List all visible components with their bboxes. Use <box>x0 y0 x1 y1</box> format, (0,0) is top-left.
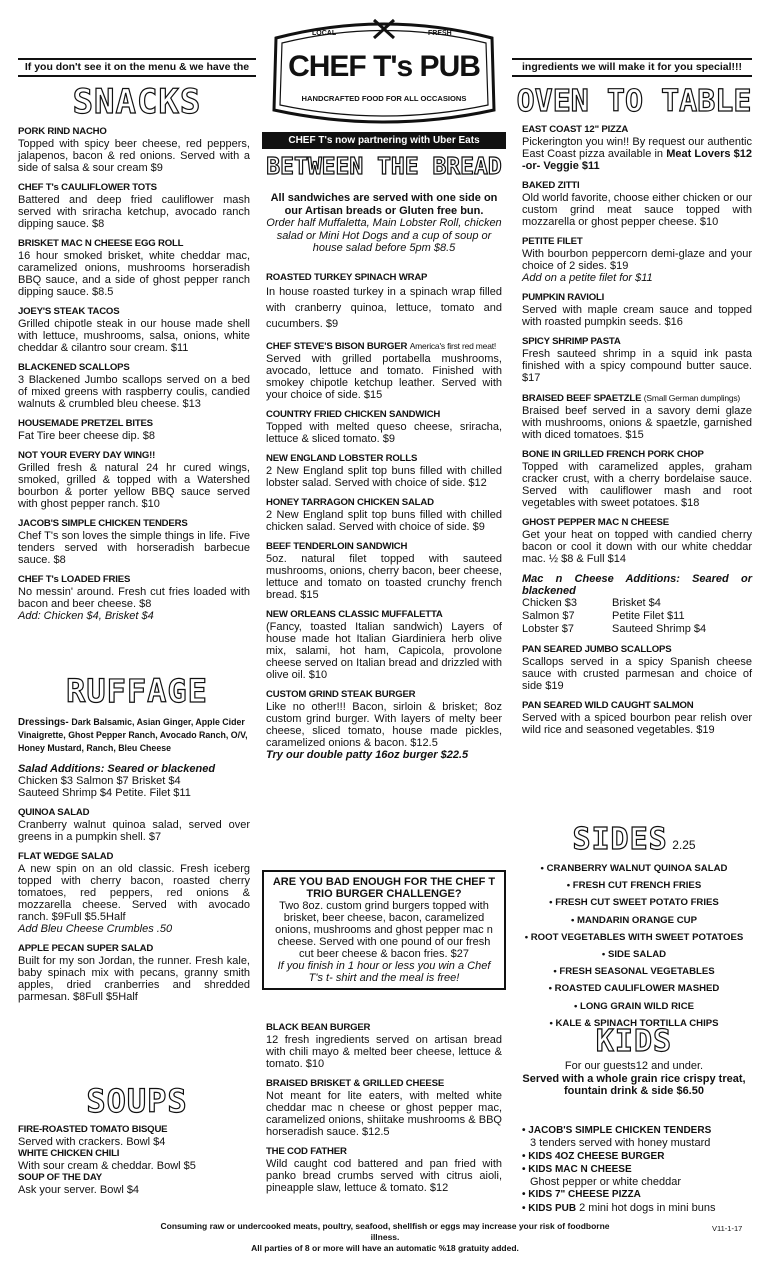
menu-item: BRAISED BEEF SPAETZLE (Small German dumplings) Braised beef served in a savory demi glaze with mushrooms, onions & spaetzle, garnished with diced tomatoes. $15 <box>522 393 752 441</box>
oven-title: OVEN TO TABLE <box>516 84 752 119</box>
soups-title: SOUPS <box>86 1082 188 1120</box>
sides-price: 2.25 <box>672 838 696 852</box>
snacks-title: SNACKS <box>72 82 202 122</box>
uber-banner: CHEF T's now partnering with Uber Eats <box>262 132 506 149</box>
menu-item: BLACK BEAN BURGER 12 fresh ingredients served on artisan bread with chili mayo & melted beer cheese, lettuce & tomato. $10 <box>266 1022 502 1070</box>
menu-item: JACOB'S SIMPLE CHICKEN TENDERS Chef T's son loves the simple things in life. Five tenders served with horseradish barbecue sauce. $8 <box>18 518 250 566</box>
menu-item: • KIDS 7" CHEESE PIZZA <box>522 1189 641 1201</box>
logo-tagline: HANDCRAFTED FOOD FOR ALL OCCASIONS <box>301 94 467 103</box>
menu-item: PETITE FILET With bourbon peppercorn demi-glaze and your choice of 2 sides. $19 Add on a petite filet for $11 <box>522 236 752 284</box>
menu-item: FIRE-ROASTED TOMATO BISQUE Served with crackers. Bowl $4 <box>18 1124 168 1148</box>
banner-left: If you don't see it on the menu & we have the <box>18 58 256 77</box>
snacks-list <box>18 126 250 630</box>
bread-list <box>266 272 502 769</box>
menu-item: CHEF T's CAULIFLOWER TOTS Battered and deep fried cauliflower mash served with sriracha ketchup, avocado ranch dipping sauce. $8 <box>18 182 250 230</box>
menu-item: BRAISED BRISKET & GRILLED CHEESE Not meant for lite eaters, with melted white cheddar mac n cheese or ghost pepper mac, caramelized onions, shiitake mushrooms & BBQ horseradish sauce. $12.5 <box>266 1078 502 1138</box>
logo-fresh: FRESH <box>428 30 452 37</box>
menu-item: • JACOB'S SIMPLE CHICKEN TENDERS 3 tenders served with honey mustard <box>522 1125 712 1150</box>
menu-item: BRISKET MAC N CHEESE EGG ROLL 16 hour smoked brisket, white cheddar mac, caramelized onions, mushrooms horseradish BBQ sauce, and a side of ghost pepper ranch dipping sauce. $8.5 <box>18 238 250 298</box>
menu-item: PUMPKIN RAVIOLI Served with maple cream sauce and topped with roasted pumpkin seeds. $16 <box>522 292 752 328</box>
menu-item: NEW ENGLAND LOBSTER ROLLS 2 New England split top buns filled with chilled lobster salad. Served with choice of side. $12 <box>266 453 502 489</box>
sides-title: SIDES <box>572 822 668 857</box>
menu-item: QUINOA SALAD Cranberry walnut quinoa salad, served over greens in a pumpkin shell. $7 <box>18 807 250 843</box>
menu-item: JOEY'S STEAK TACOS Grilled chipotle steak in our house made shell with lettuce, mushrooms, salsa, onions, white cheddar & cilantro sour cream. $11 <box>18 306 250 354</box>
footer: Consuming raw or undercooked meats, poultry, seafood, shellfish or eggs may increase your risk of foodborne illness. All parties of 8 or more will have an automatic %18 gratuity added. <box>160 1221 610 1253</box>
sides-list: • CRANBERRY WALNUT QUINOA SALAD • FRESH CUT FRENCH FRIES • FRESH CUT SWEET POTATO FRIES • MANDARIN ORANGE CUP • ROOT VEGETABLES WITH SWEET POTATOES • SIDE SALAD • FRESH SEASONAL VEGETABLES • ROASTED CAULIFLOWER MASHED • LONG GRAIN WILD RICE • KALE & SPINACH TORTILLA CHIPS <box>524 863 744 1029</box>
menu-item: BLACKENED SCALLOPS 3 Blackened Jumbo scallops served on a bed of mixed greens with raspberry coulis, candied walnuts & crumbled bleu cheese. $13 <box>18 362 250 410</box>
kids-list <box>522 1124 752 1215</box>
logo <box>262 16 506 126</box>
menu-item: APPLE PECAN SUPER SALAD Built for my son Jordan, the runner. Fresh kale, baby spinach mix with pecans, granny smith apples, dried cranberries and shredded parmesan. $8Full $5Half <box>18 943 250 1003</box>
bread-list-2 <box>266 1022 502 1202</box>
menu-item: WHITE CHICKEN CHILI With sour cream & cheddar. Bowl $5 <box>18 1148 196 1172</box>
menu-item: HOUSEMADE PRETZEL BITES Fat Tire beer cheese dip. $8 <box>18 418 155 442</box>
menu-item: SPICY SHRIMP PASTA Fresh sauteed shrimp in a squid ink pasta finished with a spicy compound butter sauce. $17 <box>522 336 752 384</box>
menu-item: • KIDS 4OZ CHEESE BURGER <box>522 1150 665 1162</box>
ruffage-section <box>18 716 250 1011</box>
soups-list <box>18 1124 250 1196</box>
menu-item: BONE IN GRILLED FRENCH PORK CHOP Topped with caramelized apples, graham cracker crust, with a cherry bordelaise sauce. Served with cauliflower mash and root vegetables with sweet potatoes. $18 <box>522 449 752 509</box>
menu-item: FLAT WEDGE SALAD A new spin on an old classic. Fresh iceberg topped with cherry bacon, roasted cherry tomatoes, red peppers, red onions & mozzarella cheese. Served with avocado ranch. $9Full $5.5Half Add Bleu Cheese Crumbles .50 <box>18 851 250 935</box>
menu-item: CHEF T's LOADED FRIES No messin' around. Fresh cut fries loaded with bacon and beer cheese. $8 Add: Chicken $4, Brisket $4 <box>18 574 250 622</box>
oven-list <box>522 124 752 744</box>
logo-local: LOCAL <box>312 30 337 37</box>
menu-item: BAKED ZITTI Old world favorite, choose either chicken or our custom grind meat sauce topped with mozzarella or ghost pepper cheese. $10 <box>522 180 752 228</box>
menu-item: COUNTRY FRIED CHICKEN SANDWICH Topped with melted queso cheese, sriracha, lettuce & sliced tomato. $9 <box>266 409 502 445</box>
ruffage-title: RUFFAGE <box>66 672 208 710</box>
menu-item: BEEF TENDERLOIN SANDWICH 5oz. natural filet topped with sauteed mushrooms, onions, cherry bacon, beer cheese, lettuce and tomato on toasted crunchy french bread. $15 <box>266 541 502 601</box>
menu-item: ROASTED TURKEY SPINACH WRAP In house roasted turkey in a spinach wrap filled with cranberry quinoa, lettuce, tomato and cucumbers. $9 <box>266 272 502 330</box>
menu-item: • KIDS PUB 2 mini hot dogs in mini buns <box>522 1201 716 1214</box>
menu-item: • KIDS MAC N CHEESE Ghost pepper or white cheddar <box>522 1163 682 1189</box>
menu-item: PORK RIND NACHO Topped with spicy beer cheese, red peppers, jalapenos, bacon & red onions. Served with a side of salsa & sour cream $9 <box>18 126 250 174</box>
menu-item: CHEF STEVE'S BISON BURGER America's first red meat! Served with grilled portabella mushrooms, avocado, lettuce and tomato. Finished with smokey chipotle ketchup leather. Served with your choice of side. $15 <box>266 341 502 401</box>
menu-item: CUSTOM GRIND STEAK BURGER Like no other!!! Bacon, sirloin & brisket; 8oz custom grind burger. With layers of melty beer cheese, sliced tomato, house made pickles, caramelized onions & bacon. $12.5 Try our double patty 16oz burger $22.5 <box>266 689 502 761</box>
menu-item: HONEY TARRAGON CHICKEN SALAD 2 New England split top buns filled with chilled chicken salad. Served with choice of side. $9 <box>266 497 502 533</box>
bread-title: BETWEEN THE BREAD <box>266 154 502 180</box>
menu-item: NOT YOUR EVERY DAY WING!! Grilled fresh & natural 24 hr cured wings, smoked, grilled & topped with a Watershed bourbon & porter yellow BBQ sauce served with ghost pepper ranch. $10 <box>18 450 250 510</box>
banner-right: ingredients we will make it for you special!!! <box>512 58 752 77</box>
menu-item: GHOST PEPPER MAC N CHEESE Get your heat on topped with candied cherry bacon or cool it down with our white cheddar mac. ½ $8 & Full $14 <box>522 517 752 565</box>
menu-item: EAST COAST 12" PIZZA Pickerington you win!! By request our authentic East Coast pizza available in Meat Lovers $12 -or- Veggie $11 <box>522 124 752 172</box>
kids-title: KIDS <box>595 1024 673 1059</box>
sides-header <box>516 822 752 857</box>
menu-item: THE COD FATHER Wild caught cod battered and pan fried with panko bread crumbs served with citrus aioli, pineapple slaw, lettuce & tomato. $12 <box>266 1146 502 1194</box>
salad-additions: Salad Additions: Seared or blackened Chicken $3 Salmon $7 Brisket $4 Sauteed Shrimp $4 Petite. Filet $11 <box>18 763 216 799</box>
bread-intro: All sandwiches are served with one side on our Artisan breads or Gluten free bun. Order half Muffaletta, Main Lobster Roll, chicken salad or Mini Hot Dogs and a cup of soup or house salad before 5pm $8.5 <box>266 192 502 254</box>
menu-item: NEW ORLEANS CLASSIC MUFFALETTA (Fancy, toasted Italian sandwich) Layers of house made hot Italian Giardiniera herb olive mix, salami, hot ham, Capicola, provolone cheese served on Italian bread and drizzled with olive oil. $10 <box>266 609 502 681</box>
burger-challenge-box: ARE YOU BAD ENOUGH FOR THE CHEF T TRIO BURGER CHALLENGE? Two 8oz. custom grind burgers topped with brisket, beer cheese, bacon, caramelized onions, mushrooms and ghost pepper mac n cheese. Served with one pound of our fresh cut beer cheese & bacon fries. $27 If you finish in 1 hour or less you win a Chef T's t- shirt and the meal is free! <box>262 870 506 990</box>
logo-name: CHEF T's PUB <box>288 50 480 83</box>
menu-item: SOUP OF THE DAY Ask your server. Bowl $4 <box>18 1172 140 1196</box>
kids-intro: For our guests12 and under. Served with a whole grain rice crispy treat, fountain drink & side $6.50 <box>522 1060 746 1097</box>
menu-item: PAN SEARED JUMBO SCALLOPS Scallops served in a spicy Spanish cheese sauce with crusted parmesan and choice of side $19 <box>522 644 752 692</box>
menu-item: PAN SEARED WILD CAUGHT SALMON Served with a spiced bourbon pear relish over wild rice and seasoned vegetables. $19 <box>522 700 752 736</box>
dressings: Dressings- Dark Balsamic, Asian Ginger, Apple Cider Vinaigrette, Ghost Pepper Ranch, Avocado Ranch, O/V, Honey Mustard, Ranch, Bleu Cheese <box>18 717 248 753</box>
version-label: V11-1-17 <box>712 1224 743 1233</box>
mac-additions: Mac n Cheese Additions: Seared or blackened Chicken $3 Brisket $4 Salmon $7 Petite Filet $11 Lobster $7 Sauteed Shrimp $4 <box>522 573 752 635</box>
